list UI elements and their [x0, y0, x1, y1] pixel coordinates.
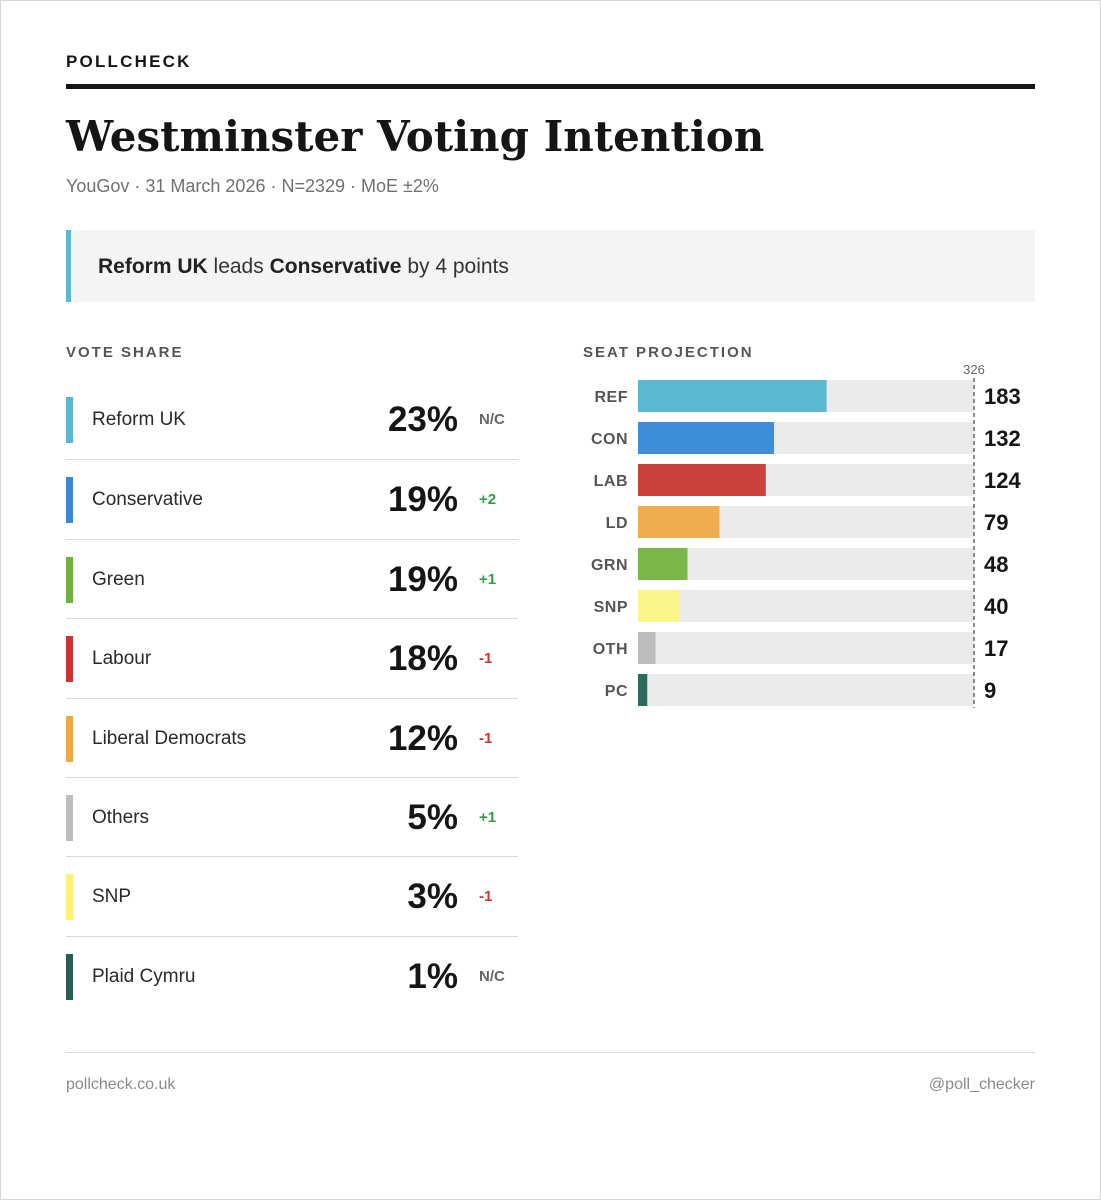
- party-change: -1: [479, 650, 493, 668]
- vote-share-row: [66, 856, 518, 936]
- party-change: N/C: [479, 967, 505, 985]
- category-label: GRN: [590, 557, 628, 574]
- party-vote-share: 3%: [407, 877, 458, 917]
- category-label: LAB: [593, 473, 628, 490]
- party-name: Others: [92, 807, 150, 828]
- party-name: Liberal Democrats: [92, 727, 247, 749]
- party-name: Green: [92, 568, 145, 590]
- bar-track: [638, 674, 974, 706]
- party-change: -1: [479, 729, 493, 747]
- bar-track: [638, 548, 974, 580]
- party-color-bar: [66, 636, 73, 682]
- seat-bar: [638, 380, 827, 412]
- category-label: LD: [605, 515, 628, 532]
- party-vote-share: 12%: [387, 718, 458, 758]
- seat-projection-chart: [570, 360, 1050, 720]
- party-color-bar: [66, 397, 73, 443]
- party-change: N/C: [479, 411, 505, 428]
- vote-share-heading: VOTE SHARE: [66, 344, 184, 361]
- callout-leads-word: leads: [213, 255, 264, 278]
- lead-callout: [66, 230, 1035, 302]
- seat-bar: [638, 674, 647, 706]
- party-name: Labour: [92, 648, 152, 670]
- seat-value-label: 40: [984, 594, 1009, 619]
- party-vote-share: 19%: [387, 559, 458, 599]
- category-label: REF: [594, 389, 628, 406]
- vote-share-row: [66, 777, 518, 857]
- seat-value-label: 124: [984, 468, 1021, 493]
- seat-bar: [638, 632, 656, 664]
- seat-value-label: 17: [984, 636, 1009, 661]
- party-color-bar: [66, 795, 73, 841]
- party-name: Conservative: [92, 489, 203, 511]
- party-change: -1: [479, 888, 493, 906]
- seat-value-label: 9: [984, 678, 997, 703]
- party-color-bar: [66, 716, 73, 762]
- party-name: Plaid Cymru: [92, 965, 196, 987]
- seat-value-label: 183: [984, 384, 1021, 409]
- party-change: +2: [479, 491, 497, 509]
- vote-share-row: [66, 539, 518, 619]
- party-change: +1: [479, 809, 497, 826]
- brand-name: POLLCHECK: [66, 52, 192, 71]
- seat-bar: [638, 422, 774, 454]
- party-color-bar: [66, 477, 73, 523]
- party-vote-share: 23%: [387, 400, 458, 439]
- footer-handle: @poll_checker: [928, 1076, 1035, 1093]
- category-label: PC: [604, 683, 628, 700]
- seat-bar: [638, 590, 679, 622]
- vote-share-row: [66, 698, 518, 778]
- bar-track: [638, 632, 974, 664]
- vote-share-row: [66, 618, 518, 698]
- category-label: OTH: [592, 641, 628, 658]
- party-color-bar: [66, 557, 73, 603]
- callout-second: Conservative: [269, 255, 402, 278]
- footer-website: pollcheck.co.uk: [66, 1076, 176, 1093]
- vote-share-row: [66, 936, 518, 1016]
- party-color-bar: [66, 954, 73, 1000]
- party-name: SNP: [92, 886, 132, 908]
- party-vote-share: 18%: [387, 639, 458, 679]
- seat-bar: [638, 548, 687, 580]
- callout-text: [98, 255, 509, 279]
- footer-rule: [66, 1052, 1035, 1053]
- vote-share-row: [66, 459, 518, 539]
- seat-bar: [638, 506, 719, 538]
- seat-bar: [638, 464, 766, 496]
- seat-value-label: 79: [984, 510, 1009, 535]
- party-vote-share: 19%: [387, 480, 458, 520]
- party-color-bar: [66, 874, 73, 920]
- seat-projection-heading: SEAT PROJECTION: [583, 344, 754, 361]
- party-name: Reform UK: [92, 409, 186, 430]
- majority-label: 326: [963, 362, 985, 377]
- category-label: SNP: [593, 599, 628, 616]
- callout-leader: Reform UK: [98, 255, 208, 278]
- vote-share-row: [66, 380, 518, 459]
- category-label: CON: [590, 431, 628, 448]
- seat-value-label: 48: [984, 552, 1009, 577]
- bar-track: [638, 590, 974, 622]
- poll-subtitle: YouGov · 31 March 2026 · N=2329 · MoE ±2%: [66, 176, 439, 196]
- party-vote-share: 1%: [407, 956, 458, 996]
- page-title: Westminster Voting Intention: [66, 112, 765, 161]
- party-change: +1: [479, 570, 497, 588]
- party-vote-share: 5%: [407, 798, 458, 837]
- callout-by-text: by 4 points: [407, 255, 509, 278]
- seat-value-label: 132: [984, 426, 1021, 451]
- header-rule: [66, 84, 1035, 89]
